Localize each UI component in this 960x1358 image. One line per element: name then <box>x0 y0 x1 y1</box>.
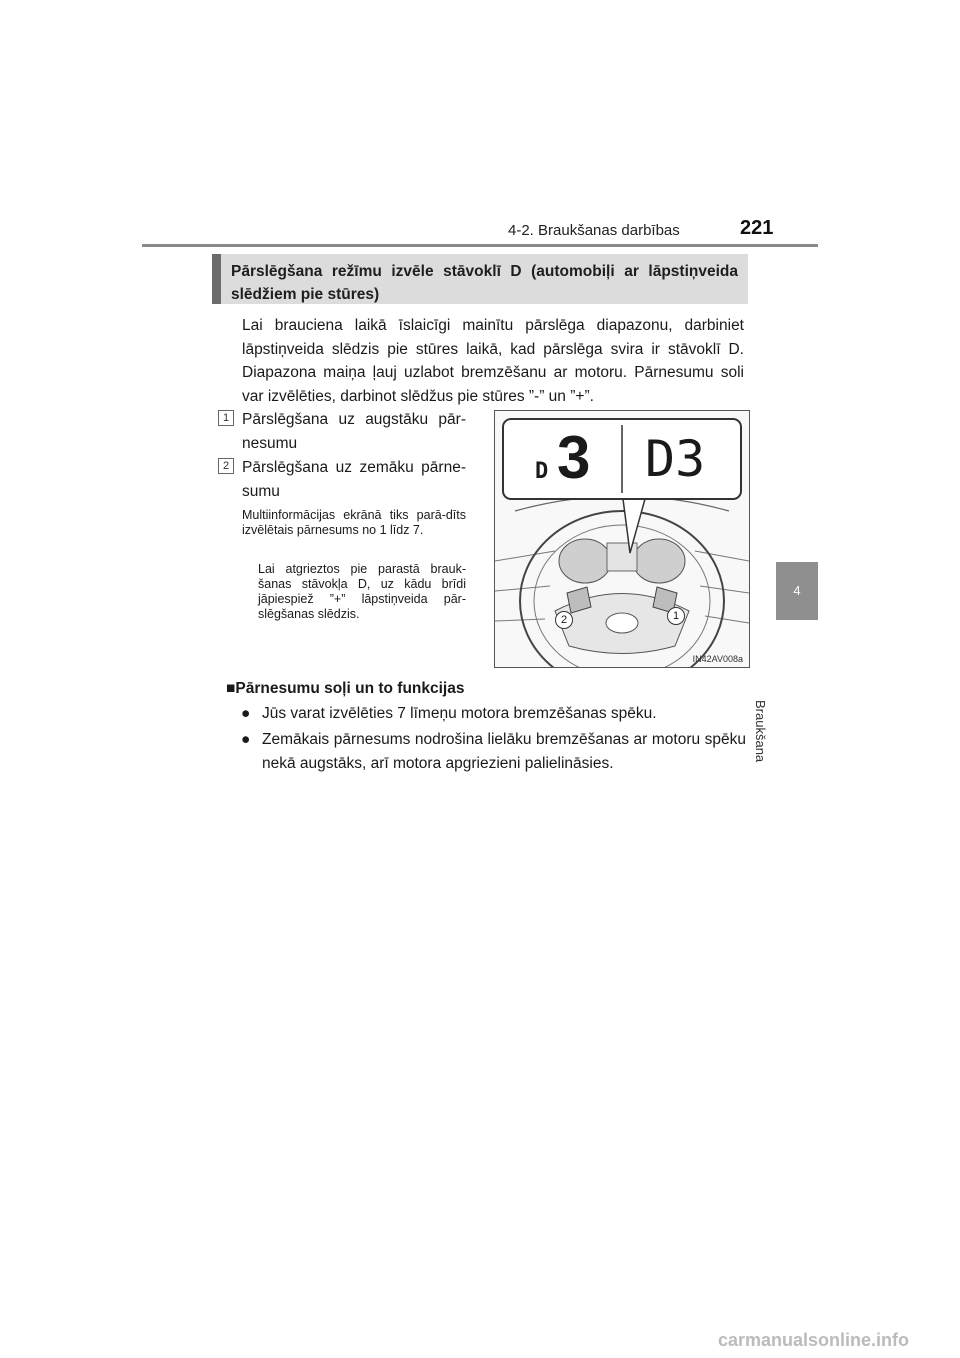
display-gear-letter-small: D <box>535 459 549 484</box>
item-number-1: 1 <box>218 410 234 426</box>
subsection-heading <box>226 680 464 698</box>
bullet-text-2: Zemākais pārnesums nodrošina lielāku bremzēšanas ar motoru spēku nekā augstāks, arī motora apgriezieni palielināsies. <box>262 731 746 772</box>
section-title: Pārslēgšana režīmu izvēle stāvoklī D (automobiļi ar lāpstiņveida slēdžiem pie stūres) <box>212 254 748 304</box>
item-text-1: Pārslēgšana uz augstāku pār-nesumu <box>242 411 466 452</box>
steering-wheel-figure <box>494 410 750 668</box>
bullet-dot-icon: ● <box>241 731 251 748</box>
subsection-marker: ■ <box>226 680 236 697</box>
chapter-tab: 4 <box>776 562 818 620</box>
note-display: Multiinformācijas ekrānā tiks parā-dīts izvēlētais pārnesums no 1 līdz 7. <box>242 508 466 537</box>
bullet-text-1: Jūs varat izvēlēties 7 līmeņu motora bremzēšanas spēku. <box>262 705 657 722</box>
bullet-dot-icon: ● <box>241 705 251 722</box>
steering-wheel-illustration <box>495 411 749 667</box>
callout-1: 1 <box>667 607 685 625</box>
chapter-label: Braukšana <box>753 700 768 763</box>
figure-code: IN42AV008a <box>692 654 743 664</box>
watermark: carmanualsonline.info <box>718 1330 910 1350</box>
page-number: 221 <box>740 217 774 239</box>
display-gear-text: D3 <box>645 430 706 488</box>
bullet-item-2 <box>242 728 746 776</box>
intro-paragraph: Lai brauciena laikā īslaicīgi mainītu pārslēga diapazonu, darbiniet lāpstiņveida slēdzis pie stūres laikā, kad pārslēga svira ir stāvoklī D. Diapazona maiņa ļauj uzlabot bremzēšanu ar motoru. Pārnesumu soli var izvēlēties, darbinot slēdžus pie stūres ”-” un ”+”. <box>242 317 744 405</box>
item-number-2: 2 <box>218 458 234 474</box>
display-gear-number-big: 3 <box>557 424 591 491</box>
item-text-2: Pārslēgšana uz zemāku pārne-sumu <box>242 459 466 500</box>
bullet-item-1 <box>242 702 746 726</box>
subsection-title: Pārnesumu soļi un to funkcijas <box>235 680 465 697</box>
callout-2: 2 <box>555 611 573 629</box>
note-return: Lai atgrieztos pie parastā brauk-šanas stāvokļa D, uz kādu brīdi jāpiespiež ”+” lāpstiņveida pār-slēgšanas slēdzis. <box>258 562 466 621</box>
header-section-title: 4-2. Braukšanas darbības <box>508 222 680 239</box>
header-divider <box>142 244 818 247</box>
